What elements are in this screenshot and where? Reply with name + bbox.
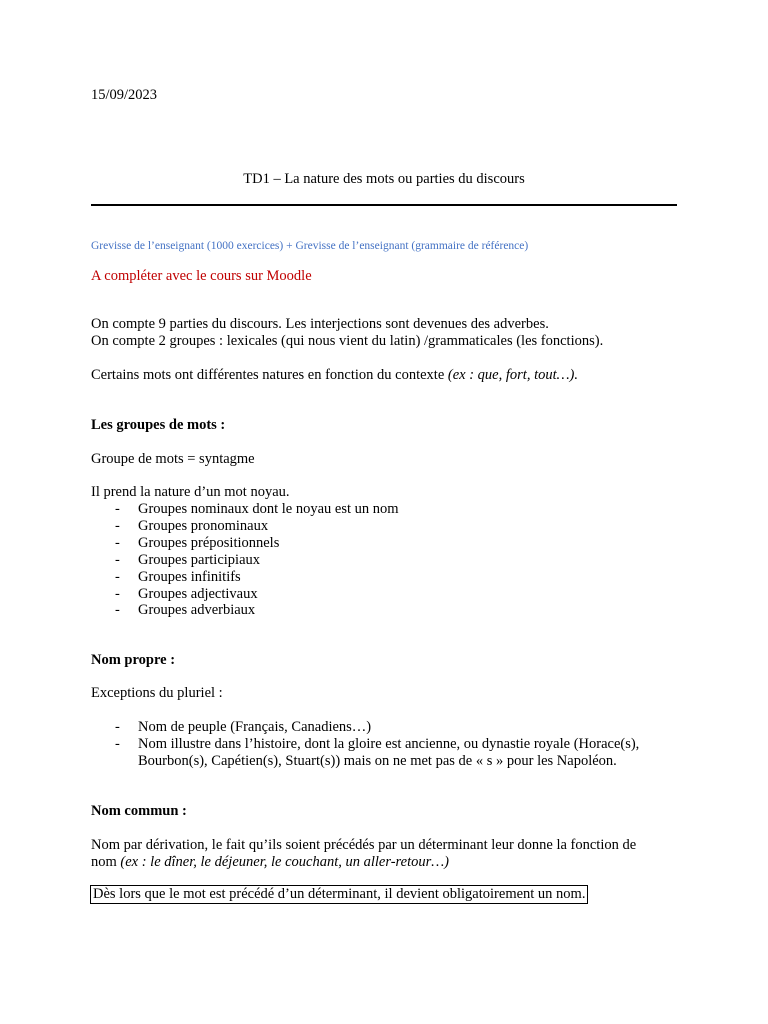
list-dash: -	[115, 517, 120, 534]
intro-line-3-text: Certains mots ont différentes natures en fonction du contexte	[91, 367, 448, 383]
todo-note: A compléter avec le cours sur Moodle	[91, 268, 312, 284]
intro-line-2: On compte 2 groupes : lexicales (qui nous vient du latin) /grammaticales (les fonctions).	[91, 333, 604, 349]
intro-line-3	[91, 367, 578, 384]
list-dash: -	[115, 551, 120, 568]
groupes-definition: Groupe de mots = syntagme	[91, 451, 255, 467]
list-item-text: Groupes nominaux dont le noyau est un nom	[138, 501, 399, 517]
list-item-text: Groupes adjectivaux	[138, 585, 258, 602]
list-item-text: Groupes prépositionnels	[138, 534, 280, 551]
nom-commun-para-line-2-text: nom	[91, 854, 121, 870]
title-divider	[91, 204, 677, 206]
document-title	[0, 171, 768, 188]
groupes-heading: Les groupes de mots :	[91, 417, 226, 433]
nom-commun-para-line-2	[91, 854, 449, 871]
list-item	[91, 552, 399, 569]
list-dash: -	[115, 585, 120, 602]
list-dash: -	[115, 534, 120, 551]
intro-line-1: On compte 9 parties du discours. Les interjections sont devenues des adverbes.	[91, 316, 549, 332]
list-item	[91, 569, 399, 586]
list-dash: -	[115, 719, 120, 735]
list-dash: -	[115, 568, 120, 585]
boxed-note: Dès lors que le mot est précédé d’un déterminant, il devient obligatoirement un nom.	[90, 885, 588, 904]
list-item-text: Groupes participiaux	[138, 551, 261, 568]
list-item-text: Groupes adverbiaux	[138, 602, 256, 619]
list-dash: -	[115, 501, 120, 517]
nom-propre-list	[91, 719, 681, 770]
list-item	[91, 535, 399, 552]
intro-line-3-example: (ex : que, fort, tout…).	[447, 367, 578, 383]
groupes-list	[91, 501, 399, 619]
list-item	[91, 602, 399, 619]
nom-propre-lead: Exceptions du pluriel :	[91, 685, 223, 701]
nom-commun-heading: Nom commun :	[91, 803, 187, 819]
list-item	[91, 586, 399, 603]
nom-propre-heading: Nom propre :	[91, 652, 176, 668]
list-item-text: Groupes pronominaux	[138, 517, 269, 534]
list-dash: -	[115, 602, 120, 619]
list-item	[91, 518, 399, 535]
references-line: Grevisse de l’enseignant (1000 exercices) + Grevisse de l’enseignant (grammaire de référence)	[91, 240, 529, 252]
list-item-text: Groupes infinitifs	[138, 568, 241, 585]
list-item	[91, 719, 681, 736]
nom-commun-example: (ex : le dîner, le déjeuner, le couchant, un aller-retour…)	[120, 854, 449, 870]
list-item	[91, 501, 399, 518]
list-item-text: Nom illustre dans l’histoire, dont la gloire est ancienne, ou dynastie royale (Horace(s), Bourbon(s), Capétien(s), Stuart(s)) mais on ne met pas de « s » pour les Napoléon.	[138, 735, 640, 769]
groupes-lead: Il prend la nature d’un mot noyau.	[91, 484, 290, 500]
nom-commun-para-line-1: Nom par dérivation, le fait qu’ils soient précédés par un déterminant leur donne la fonction de	[91, 837, 637, 853]
document-title-text: TD1 – La nature des mots ou parties du discours	[243, 171, 525, 187]
list-dash: -	[115, 735, 120, 752]
list-item-text: Nom de peuple (Français, Canadiens…)	[138, 719, 372, 735]
document-date: 15/09/2023	[91, 87, 158, 103]
list-item	[91, 736, 678, 770]
